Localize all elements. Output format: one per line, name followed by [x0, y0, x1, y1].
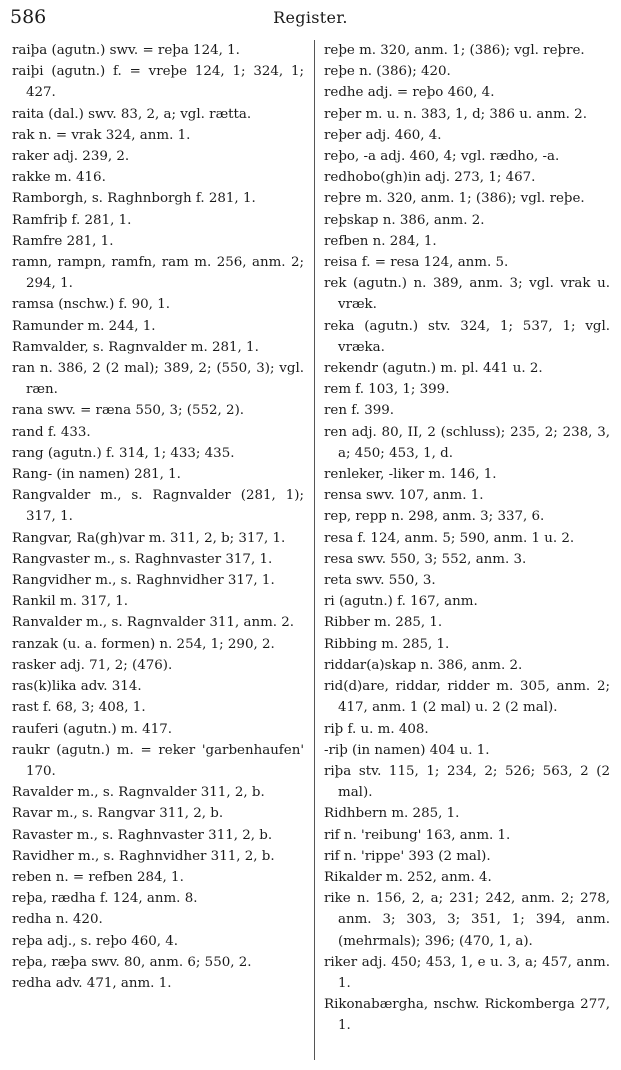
register-entry: reþa, rædha f. 124, anm. 8. [12, 891, 198, 907]
register-entry: Rankil m. 317, 1. [12, 594, 128, 610]
register-entry: raukr (agutn.) m. = reker 'garbenhaufen' 170. [12, 742, 304, 779]
register-entry: reta swv. 550, 3. [324, 573, 436, 589]
register-entry: ri (agutn.) f. 167, anm. [324, 594, 478, 610]
register-entry: reþskap n. 386, anm. 2. [324, 212, 485, 228]
register-entry: resa swv. 550, 3; 552, anm. 3. [324, 551, 527, 567]
register-entry: raita (dal.) swv. 83, 2, a; vgl. rætta. [12, 106, 252, 122]
register-entry: Rangvalder m., s. Ragnvalder (281, 1); 317, 1. [12, 488, 304, 525]
register-entry: Ribber m. 285, 1. [324, 615, 443, 631]
register-entry: raiþa (agutn.) swv. = reþa 124, 1. [12, 43, 240, 58]
register-entry: redha n. 420. [12, 912, 103, 928]
register-entry: reþa adj., s. reþo 460, 4. [12, 933, 179, 949]
register-entry: rasker adj. 71, 2; (476). [12, 657, 173, 673]
register-entry: Ravalder m., s. Ragnvalder 311, 2, b. [12, 785, 265, 801]
register-entry: ran n. 386, 2 (2 mal); 389, 2; (550, 3); vgl. ræn. [12, 361, 304, 398]
register-entry: ren adj. 80, II, 2 (schluss); 235, 2; 238, 3, a; 450; 453, 1, d. [324, 424, 610, 461]
register-entry: rekendr (agutn.) m. pl. 441 u. 2. [324, 361, 543, 377]
register-entry: reka (agutn.) stv. 324, 1; 537, 1; vgl. vræka. [324, 318, 610, 355]
register-entry: rak n. = vrak 324, anm. 1. [12, 127, 191, 143]
register-entry: reþer adj. 460, 4. [324, 127, 442, 143]
column-divider [314, 40, 315, 1060]
register-entry: rensa swv. 107, anm. 1. [324, 488, 484, 504]
register-entry: rand f. 433. [12, 424, 91, 440]
register-entry: Ramunder m. 244, 1. [12, 318, 156, 334]
register-entry: ras(k)lika adv. 314. [12, 679, 142, 695]
register-entry: Ramvalder, s. Ragnvalder m. 281, 1. [12, 339, 259, 355]
register-entry: rast f. 68, 3; 408, 1. [12, 700, 146, 716]
register-entry: rana swv. = ræna 550, 3; (552, 2). [12, 403, 245, 419]
register-entry: Rangvar, Ra(gh)var m. 311, 2, b; 317, 1. [12, 530, 286, 546]
register-entry: Ramfre 281, 1. [12, 233, 114, 249]
register-entry: reþre m. 320, anm. 1; (386); vgl. reþe. [324, 191, 585, 207]
register-entry: Ravidher m., s. Raghnvidher 311, 2, b. [12, 848, 275, 864]
register-entry: rek (agutn.) n. 389, anm. 3; vgl. vrak u. vræk. [324, 276, 610, 313]
register-entry: ren f. 399. [324, 403, 395, 419]
register-entry: -riþ (in namen) 404 u. 1. [324, 742, 490, 758]
register-entry: ramsa (nschw.) f. 90, 1. [12, 297, 170, 313]
register-entry: raker adj. 239, 2. [12, 149, 130, 165]
register-entry: reþe n. (386); 420. [324, 64, 451, 80]
register-entry: Ramfriþ f. 281, 1. [12, 212, 132, 228]
register-entry: ranzak (u. a. formen) n. 254, 1; 290, 2. [12, 636, 275, 652]
register-entry: redha adv. 471, anm. 1. [12, 975, 172, 991]
register-entry: redhobo(gh)in adj. 273, 1; 467. [324, 170, 536, 186]
register-entry: reisa f. = resa 124, anm. 5. [324, 255, 509, 271]
register-entry: rem f. 103, 1; 399. [324, 382, 450, 398]
register-entry: reþa, ræþa swv. 80, anm. 6; 550, 2. [12, 954, 252, 970]
register-entry: Ravaster m., s. Raghnvaster 311, 2, b. [12, 827, 273, 843]
register-entry: rif n. 'rippe' 393 (2 mal). [324, 848, 491, 864]
register-entry: reþe m. 320, anm. 1; (386); vgl. reþre. [324, 43, 585, 58]
right-column [324, 40, 610, 1037]
register-entry: rif n. 'reibung' 163, anm. 1. [324, 827, 511, 843]
register-entry: rang (agutn.) f. 314, 1; 433; 435. [12, 445, 235, 461]
register-entry: Ranvalder m., s. Ragnvalder 311, anm. 2. [12, 615, 295, 631]
register-entry: Rikalder m. 252, anm. 4. [324, 869, 492, 885]
register-entry: Ravar m., s. Rangvar 311, 2, b. [12, 806, 224, 822]
register-entry: riker adj. 450; 453, 1, e u. 3, a; 457, anm. 1. [324, 954, 610, 991]
register-entry: reþo, -a adj. 460, 4; vgl. rædho, -a. [324, 149, 560, 165]
register-entry: reþer m. u. n. 383, 1, d; 386 u. anm. 2. [324, 106, 587, 122]
register-entry: refben n. 284, 1. [324, 233, 437, 249]
register-entry: rid(d)are, riddar, ridder m. 305, anm. 2; 417, anm. 1 (2 mal) u. 2 (2 mal). [324, 679, 610, 716]
register-entry: Rang- (in namen) 281, 1. [12, 467, 181, 483]
left-column [12, 40, 304, 994]
page-header [10, 6, 611, 32]
running-title: Register. [273, 8, 348, 27]
register-entry: redhe adj. = reþo 460, 4. [324, 85, 495, 101]
register-entry: Rangvaster m., s. Raghnvaster 317, 1. [12, 551, 273, 567]
page-number: 586 [10, 6, 47, 28]
register-entry: renleker, -liker m. 146, 1. [324, 467, 497, 483]
register-entry: raiþi (agutn.) f. = vreþe 124, 1; 324, 1; 427. [12, 64, 304, 101]
register-entry: rauferi (agutn.) m. 417. [12, 721, 173, 737]
register-entry: Ridhbern m. 285, 1. [324, 806, 460, 822]
register-entry: riþ f. u. m. 408. [324, 721, 429, 737]
register-entry: rep, repp n. 298, anm. 3; 337, 6. [324, 509, 545, 525]
register-entry: Ramborgh, s. Raghnborgh f. 281, 1. [12, 191, 256, 207]
register-entry: reben n. = refben 284, 1. [12, 869, 184, 885]
register-entry: Ribbing m. 285, 1. [324, 636, 450, 652]
register-entry: Rikonabærgha, nschw. Rickomberga 277, 1. [324, 997, 610, 1034]
register-entry: rakke m. 416. [12, 170, 106, 186]
register-entry: riddar(a)skap n. 386, anm. 2. [324, 657, 523, 673]
register-entry: Rangvidher m., s. Raghnvidher 317, 1. [12, 573, 275, 589]
register-entry: resa f. 124, anm. 5; 590, anm. 1 u. 2. [324, 530, 575, 546]
register-entry: ramn, rampn, ramfn, ram m. 256, anm. 2; 294, 1. [12, 255, 304, 292]
register-entry: riþa stv. 115, 1; 234, 2; 526; 563, 2 (2 mal). [324, 763, 610, 801]
register-entry: rike n. 156, 2, a; 231; 242, anm. 2; 278, anm. 3; 303, 3; 351, 1; 394, anm. (mehrmals); 396; (470, 1, a). [324, 891, 610, 949]
